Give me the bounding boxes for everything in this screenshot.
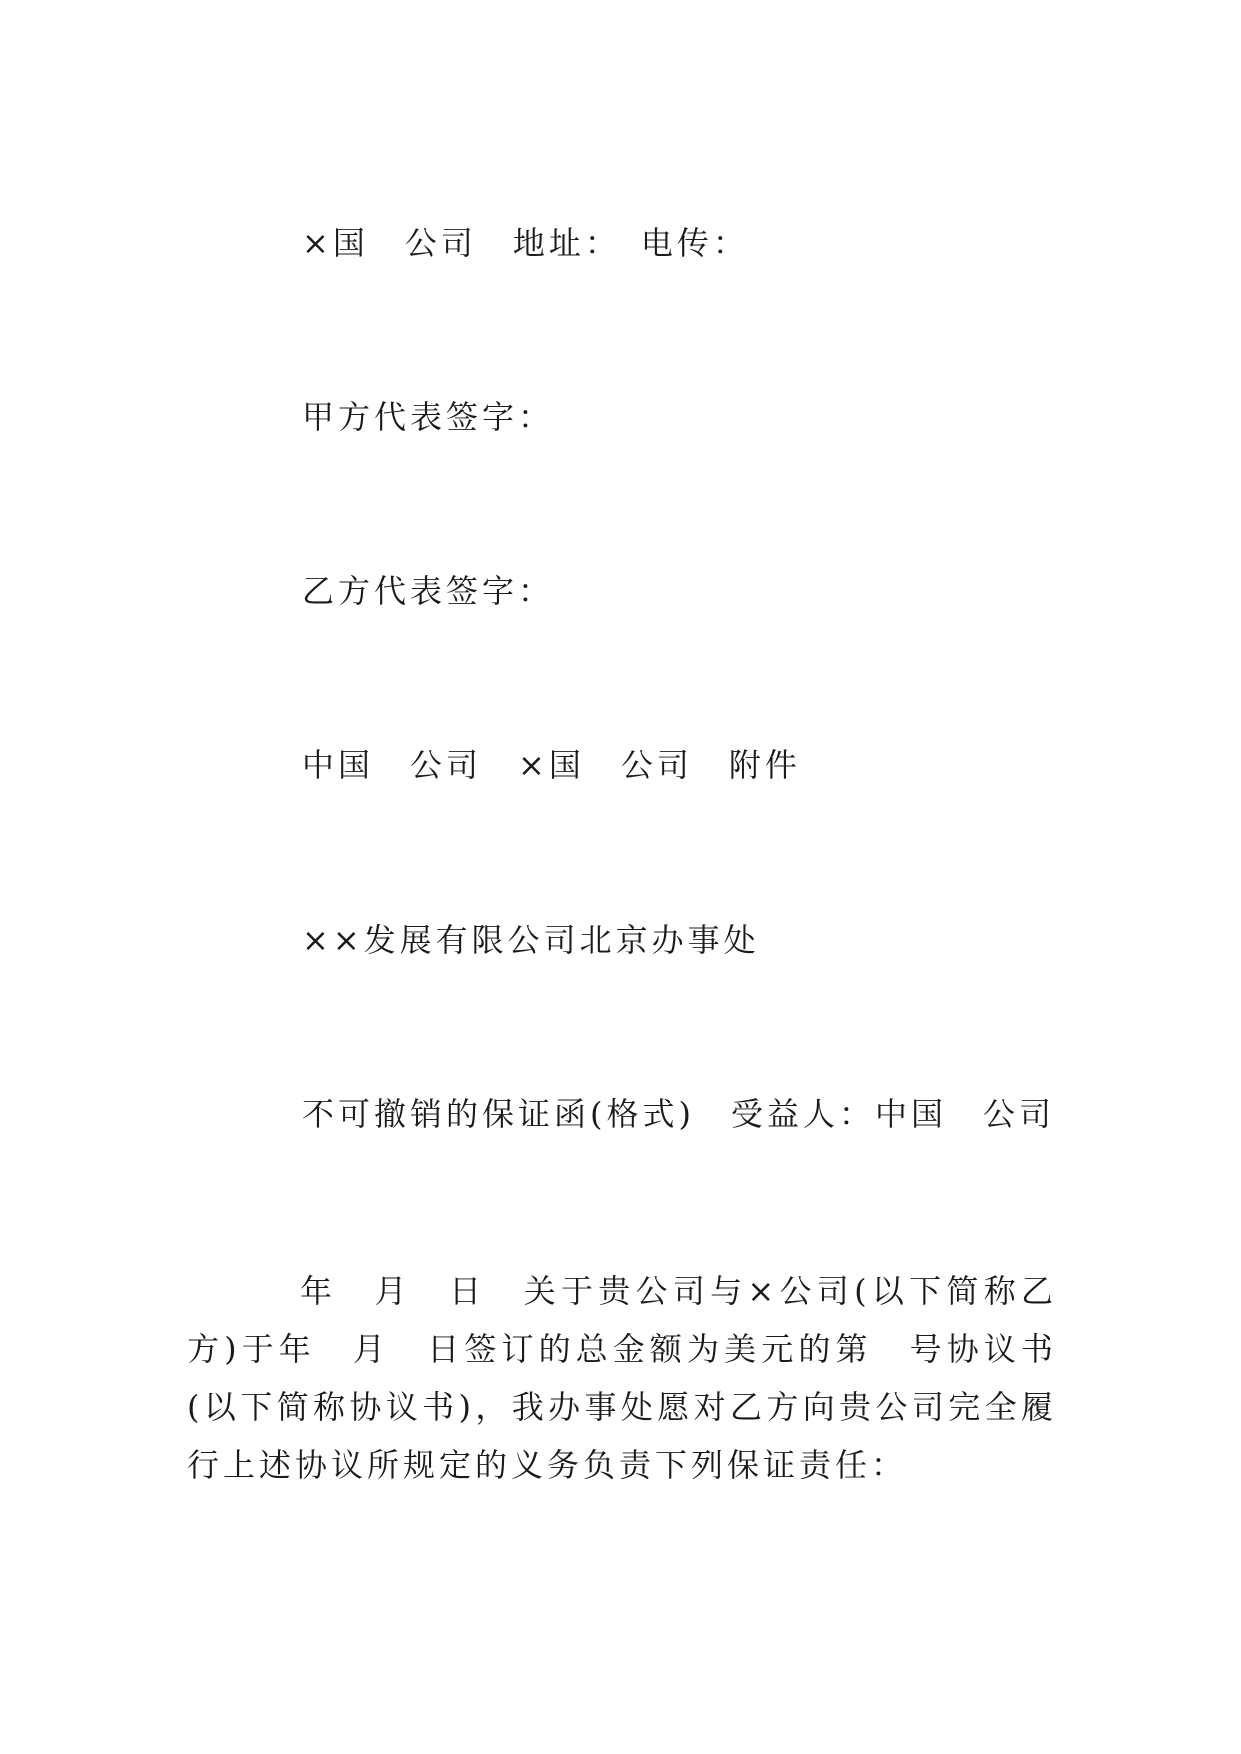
text-line-office: ××发展有限公司北京办事处 — [302, 921, 760, 959]
text-line-guarantee-title: 不可撤销的保证函(格式) 受益人：中国 公司 — [302, 1095, 1055, 1133]
text-line-address: ×国 公司 地址： 电传： — [302, 224, 749, 262]
text-line-companies-attachment: 中国 公司 ×国 公司 附件 — [302, 746, 801, 784]
text-line-party-b-signature: 乙方代表签字： — [302, 572, 555, 610]
body-paragraph: 年 月 日 关于贵公司与×公司(以下简称乙方)于年 月 日签订的总金额为美元的第 号协议书(以下简称协议书)，我办事处愿对乙方向贵公司完全履行上述协议所规定的义务负责下列保证责任： — [187, 1272, 1057, 1484]
text-line-party-a-signature: 甲方代表签字： — [302, 398, 555, 436]
